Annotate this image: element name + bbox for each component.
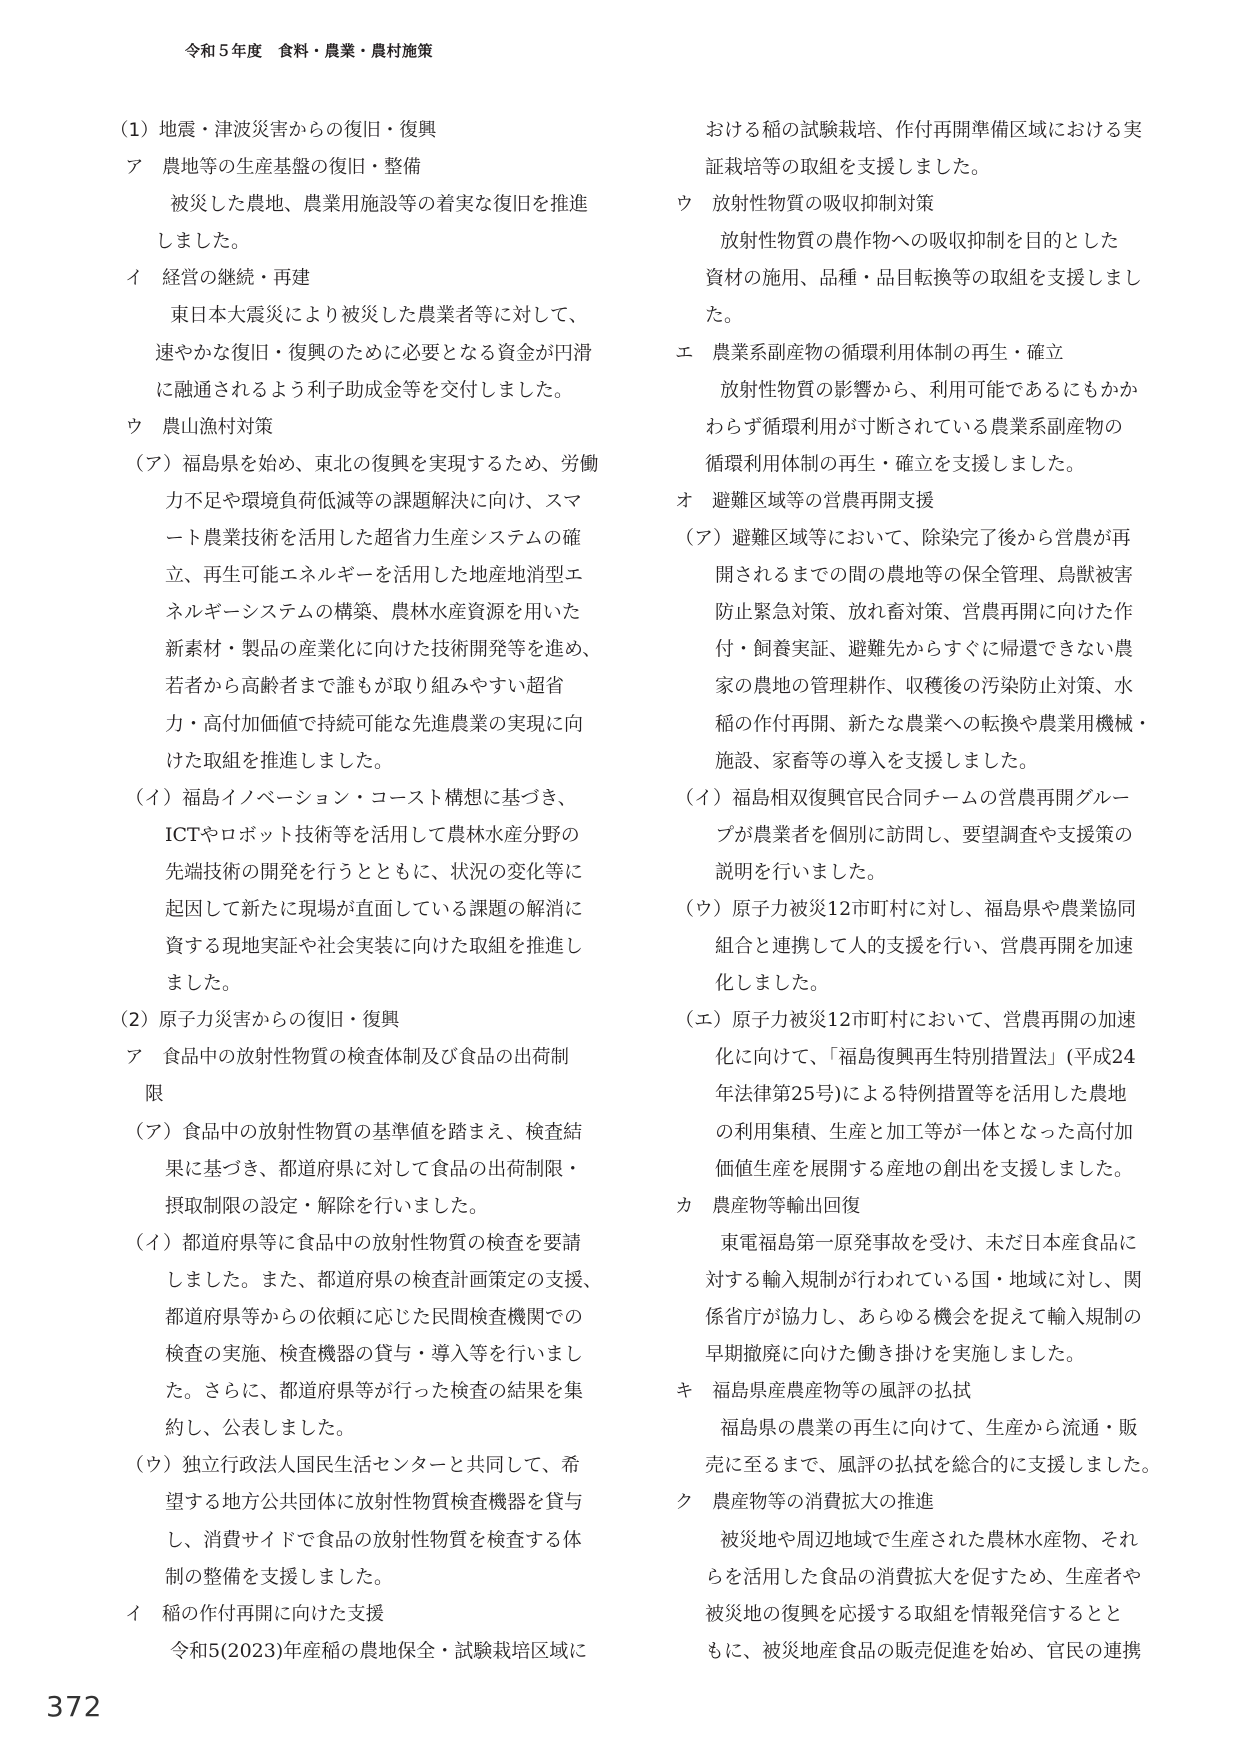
text-line: に融通されるよう利子助成金等を交付しました。 [155, 378, 574, 401]
text-line: 都道府県等からの依頼に応じた民間検査機関での [165, 1306, 584, 1328]
text-line: 化しました。 [715, 972, 830, 995]
text-line: ICTやロボット技術等を活用して農林水産分野の [165, 823, 580, 846]
text-line: 施設、家畜等の導入を支援しました。 [715, 749, 1039, 772]
text-line: 証栽培等の取組を支援しました。 [705, 156, 991, 179]
page-number: 372 [46, 1690, 103, 1723]
text-line: 年法律第25号)による特例措置等を活用した農地 [715, 1083, 1127, 1106]
text-line: 立、再生可能エネルギーを活用した地産地消型エ [165, 564, 584, 587]
text-line: 制の整備を支援しました。 [165, 1565, 394, 1588]
text-line: しました。 [155, 230, 251, 253]
text-line: た。さらに、都道府県等が行った検査の結果を集 [165, 1380, 584, 1403]
text-line: プが農業者を個別に訪問し、要望調査や支援策の [715, 823, 1134, 846]
text-line: 力・高付加価値で持続可能な先進農業の実現に向 [165, 712, 584, 735]
text-line: 対する輸入規制が行われている国・地域に対し、関 [705, 1268, 1143, 1291]
text-line: ネルギーシステムの構築、農林水産資源を用いた [165, 601, 581, 624]
text-line: 資する現地実証や社会実装に向けた取組を推進し [165, 935, 584, 958]
text-line: 価値生産を展開する産地の創出を支援しました。 [715, 1157, 1134, 1180]
text-line: 化に向けて、「福島復興再生特別措置法」(平成24 [715, 1046, 1136, 1069]
text-line: もに、被災地産食品の販売促進を始め、官民の連携 [705, 1639, 1142, 1662]
text-line: ました。 [165, 972, 242, 995]
section-heading: イ 稲の作付再開に向けた支援 [125, 1603, 385, 1625]
text-line: 果に基づき、都道府県に対して食品の出荷制限・ [165, 1157, 583, 1180]
text-line: 付・飼養実証、避難先からすぐに帰還できない農 [715, 638, 1134, 661]
text-line: 望する地方公共団体に放射性物質検査機器を貸与 [165, 1491, 584, 1514]
text-line: 家の農地の管理耕作、収穫後の汚染防止対策、水 [715, 675, 1134, 698]
section-heading: ア 農地等の生産基盤の復旧・整備 [125, 157, 422, 179]
section-heading: ウ 農山漁村対策 [125, 416, 274, 438]
text-line: わらず循環利用が寸断されている農業系副産物の [705, 415, 1124, 438]
section-heading: キ 福島県産農産物等の風評の払拭 [675, 1381, 972, 1403]
text-line: 東電福島第一原発事故を受け、未だ日本産食品に [720, 1231, 1138, 1254]
section-heading: エ 農業系副産物の循環利用体制の再生・確立 [675, 342, 1064, 364]
text-line: （ア）福島県を始め、東北の復興を実現するため、労働 [125, 452, 599, 475]
text-line: 力不足や環境負荷低減等の課題解決に向け、スマ [165, 489, 582, 512]
text-line: 係省庁が協力し、あらゆる機会を捉えて輸入規制の [705, 1306, 1143, 1328]
section-heading: （2）原子力災害からの復旧・復興 [110, 1010, 400, 1032]
section-heading: 限 [145, 1084, 164, 1106]
text-line: 被災した農地、農業用施設等の着実な復旧を推進 [170, 193, 589, 216]
text-line: （イ）福島イノベーション・コースト構想に基づき、 [125, 786, 577, 809]
text-line: 循環利用体制の再生・確立を支援しました。 [705, 452, 1086, 475]
text-line: 新素材・製品の産業化に向けた技術開発等を進め、 [165, 638, 602, 661]
text-line: 放射性物質の農作物への吸収抑制を目的とした [720, 230, 1120, 253]
text-line: 被災地や周辺地域で生産された農林水産物、それ [720, 1528, 1139, 1551]
text-line: らを活用した食品の消費拡大を促すため、生産者や [705, 1565, 1142, 1588]
text-line: ート農業技術を活用した超省力生産システムの確 [165, 527, 582, 550]
section-heading: ウ 放射性物質の吸収抑制対策 [675, 194, 935, 216]
text-line: 被災地の復興を応援する取組を情報発信するとと [705, 1602, 1124, 1625]
text-line: た。 [705, 304, 744, 327]
text-line: おける稲の試験栽培、作付再開準備区域における実 [705, 119, 1143, 141]
section-heading: オ 避難区域等の営農再開支援 [675, 490, 935, 512]
text-line: 起因して新たに現場が直面している課題の解消に [165, 897, 584, 920]
text-line: 速やかな復旧・復興のために必要となる資金が円滑 [155, 341, 593, 364]
text-line: 組合と連携して人的支援を行い、営農再開を加速 [715, 935, 1134, 958]
text-line: 資材の施用、品種・品目転換等の取組を支援しまし [705, 267, 1143, 290]
text-line: （ウ）独立行政法人国民生活センターと共同して、希 [125, 1454, 580, 1477]
text-line: （ウ）原子力被災12市町村に対し、福島県や農業協同 [675, 897, 1137, 920]
text-line: 令和5(2023)年産稲の農地保全・試験栽培区域に [170, 1639, 588, 1662]
right-column [660, 112, 1161, 1670]
section-heading: ア 食品中の放射性物質の検査体制及び食品の出荷制 [125, 1047, 570, 1069]
text-line: 放射性物質の影響から、利用可能であるにもかか [720, 378, 1139, 401]
text-line: 売に至るまで、風評の払拭を総合的に支援しました。 [705, 1454, 1161, 1477]
text-line: （エ）原子力被災12市町村において、営農再開の加速 [675, 1009, 1136, 1032]
text-line: （イ）福島相双復興官民合同チームの営農再開グルー [675, 786, 1131, 809]
text-line: けた取組を推進しました。 [165, 749, 394, 772]
text-line: 稲の作付再開、新たな農業への転換や農業用機械・ [715, 712, 1153, 735]
text-line: 摂取制限の設定・解除を行いました。 [165, 1194, 489, 1217]
section-heading: ク 農産物等の消費拡大の推進 [675, 1492, 935, 1514]
text-line: 説明を行いました。 [715, 860, 887, 883]
text-line: 約し、公表しました。 [165, 1417, 356, 1440]
text-line: （ア）食品中の放射性物質の基準値を踏まえ、検査結 [125, 1120, 583, 1143]
text-line: 若者から高齢者まで誰もが取り組みやすい超省 [165, 675, 565, 698]
text-line: の利用集積、生産と加工等が一体となった高付加 [715, 1120, 1134, 1143]
text-line: 東日本大震災により被災した農業者等に対して、 [170, 304, 588, 327]
text-line: （イ）都道府県等に食品中の放射性物質の検査を要請 [125, 1231, 582, 1254]
text-line: 検査の実施、検査機器の貸与・導入等を行いまし [165, 1343, 584, 1366]
text-line: 先端技術の開発を行うとともに、状況の変化等に [165, 860, 584, 883]
text-line: し、消費サイドで食品の放射性物質を検査する体 [165, 1528, 582, 1551]
text-line: （ア）避難区域等において、除染完了後から営農が再 [675, 527, 1131, 550]
running-title: 令和５年度 食料・農業・農村施策 [185, 42, 434, 60]
section-heading: カ 農産物等輸出回復 [675, 1195, 861, 1217]
text-line: 早期撤廃に向けた働き掛けを実施しました。 [705, 1343, 1086, 1366]
text-line: しました。また、都道府県の検査計画策定の支援、 [165, 1268, 603, 1291]
text-line: 福島県の農業の再生に向けて、生産から流通・販 [720, 1417, 1138, 1440]
section-heading: イ 経営の継続・再建 [125, 268, 311, 290]
text-line: 防止緊急対策、放れ畜対策、営農再開に向けた作 [715, 601, 1134, 624]
section-heading: （1）地震・津波災害からの復旧・復興 [110, 120, 437, 141]
text-line: 開されるまでの間の農地等の保全管理、鳥獣被害 [715, 564, 1134, 587]
left-column [110, 112, 603, 1670]
